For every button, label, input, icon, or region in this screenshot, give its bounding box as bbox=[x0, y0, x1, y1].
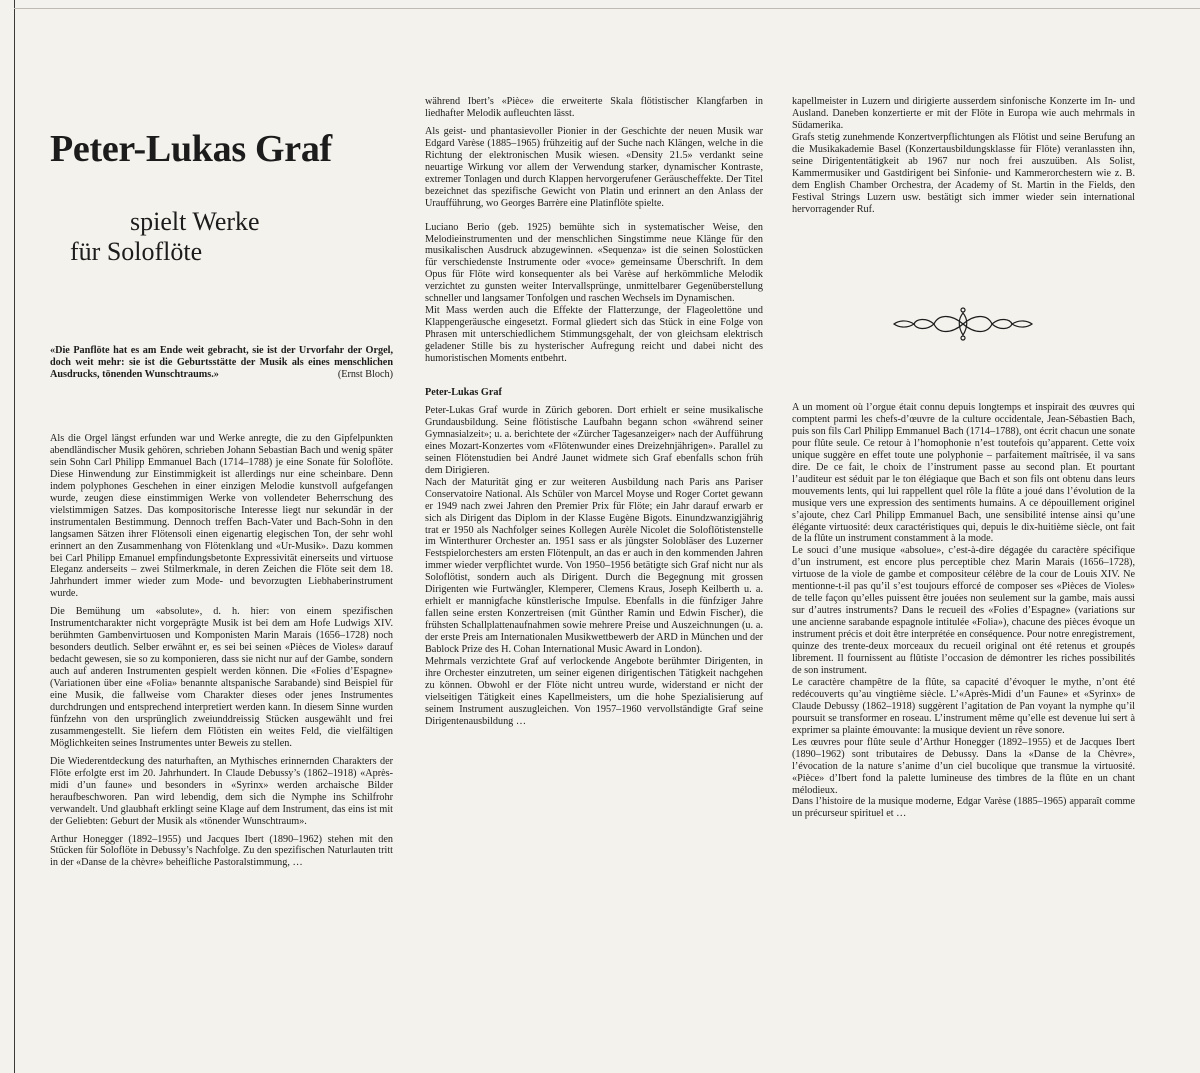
section-heading: Peter-Lukas Graf bbox=[425, 387, 502, 399]
paragraph: Le souci d’une musique «absolue», c’est-à-dire dégagée du caractère spécifique d’un instrument, est encore plus perceptible chez Marin Marais (1656–1728), virtuose de la viole de gambe et compositeur célèbre de la cour de Louis XIV. Ne mentionne-t-il pas qu’il s’est toujours efforcé de composer ses «Pièces de Violes» de telle façon qu’elles puissent être jouées non seulement sur la gambe, mais aussi sur d’autres instruments? Dans le recueil des «Folies d’Espagne» (variations sur une ancienne sarabande espagnole intitulée «Folia»), chacune des pièces évoque un instrument précis et doit être interprétée en conséquence. Pour notre enregistrement, quinze des trente-deux morceaux du recueil original ont été retenus et groupés librement. Il fournissent au flûtiste l’occasion de démontrer les riches possibilités de son instrument. bbox=[792, 545, 1135, 676]
paragraph: Arthur Honegger (1892–1955) und Jacques Ibert (1890–1962) stehen mit den Stücken für Soloflöte in Debussy’s Nachfolge. Zu den spezifischen Naturlauten tritt in der «Danse de la chèvre» beheifliche Pastoralstimmung, … bbox=[50, 833, 393, 869]
column-german-2 bbox=[425, 96, 763, 734]
paragraph: Mit Mass werden auch die Effekte der Flatterzunge, der Flageolettöne und Klappengeräusche eingesetzt. Formal gliedert sich das Stück in eine Folge von Phrasen mit unterschiedlichem Stimmungsgehalt, der von gleichsam elektrisch geladener Stille bis zu hysterischer Aufregung reicht und dabei nicht des humoristischen Moments entbehrt. bbox=[425, 305, 763, 365]
paragraph: Grafs stetig zunehmende Konzertverpflichtungen als Flötist und seine Berufung an die Musikakademie Basel (Konzertausbildungsklasse für Flöte) veranlassten ihn, seine Dirigententätigkeit ab 1967 nur noch frei auszuüben. Als Solist, Kammermusiker und Gastdirigent bei Sinfonie- und Kammerorchestern wie z. B. dem English Chamber Orchestra, der Academy of St. Martin in the Fields, den Festival Strings Luzern usw. bestätigt sich immer wieder sein international hervorragender Ruf. bbox=[792, 131, 1135, 215]
top-margin-rule bbox=[14, 8, 1200, 9]
quote-author: (Ernst Bloch) bbox=[337, 368, 393, 380]
paragraph: Luciano Berio (geb. 1925) bemühte sich in systematischer Weise, den Melodieinstrumenten und der menschlichen Singstimme neue Klänge für den musikalischen Ausdruck abzugewinnen. «Sequenza» ist die seinen Solostücken für verschiedenste Instrumente oder «voce» gemeinsame Überschrift. In dem Opus für Flöte wird konsequenter als bei Varèse auf herkömmliche Melodik verzichtet zu gunsten weiter Intervallsprünge, unmittelbarer Gegenüberstellung schneller und langsamer Tonfolgen und raschen Wechsels im Dynamischen. bbox=[425, 221, 763, 305]
paragraph: während Ibert’s «Pièce» die erweiterte Skala flötistischer Klangfarben in liedhafter Melodik aufleuchten lässt. bbox=[425, 96, 763, 119]
epigraph-quote bbox=[50, 345, 393, 381]
subtitle bbox=[70, 207, 260, 267]
paragraph: Nach der Maturität ging er zur weiteren Ausbildung nach Paris ans Pariser Conservatoire National. Als Schüler von Marcel Moyse und Roger Cortet gewann er 1949 nach zwei Jahren den Premier Prix für Flöte; ein Jahr darauf erwarb er sich als Dirigent das Diplom in der Klasse Eugène Bigots. Einundzwanzigjährig trat er 1950 als Nachfolger seines Kollegen Aurèle Nicolet die Soloflötistenstelle im Winterthurer Orchester an. 1951 sass er als jüngster Solobläser des Luzerner Festspielorchesters am ersten Flötenpult, an das er auch in den kommenden Jahren immer wieder verpflichtet wurde. Von 1950–1956 betätigte sich Graf nicht nur als Soloflötist, sondern auch als Dirigent. Durch die Begegnung mit grossen Dirigenten wie Furtwängler, Klemperer, Clemens Kraus, Joseph Keilberth u. a. erhielt er mannigfache künstlerische Impulse. Ebenfalls in die fünfziger Jahre fallen seine ersten Konzertreisen (mit Günther Ramin und Edwin Fischer), die frühsten Schallplattenaufnahmen sowie mehrere Preise und Auszeichnungen (u. a. der erste Preis am Internationalen Musikwettbewerb der ARD in München und der Bablock Prize des H. Cohan International Music Award in London). bbox=[425, 476, 763, 656]
paragraph: Als die Orgel längst erfunden war und Werke anregte, die zu den Gipfelpunkten abendländischer Musik gehören, schrieben Johann Sebastian Bach und wenig später sein Sohn Carl Philipp Emmanuel Bach (1714–1788) je eine Sonate für Soloflöte. Diese Hinwendung zur Einstimmigkeit ist allerdings nur eine scheinbare. Denn indem polyphones Geschehen in einer einzigen Melodie kunstvoll aufgefangen wurde, zeugen diese einstimmigen Werke von vollendeter Beherrschung des vielstimmigen Satzes. Das kompositorische Interesse liegt nur sekundär in der instrumentalen Bestimmung. Dennoch treffen Bach-Vater und Bach-Sohn in den langsamen Sätzen ihrer Flötensoli einen eigenartig elegischen Ton, der sehr wohl erinnert an den Zusammenhang von Flötenklang und «Ur-Musik». Dazu kommen bei Carl Philipp Emanuel empfindungsbetonte Expressivität einerseits und virtuose Eleganz anderseits – zwei Stilmerkmale, in deren Zeichen die Flöte seit dem 18. Jahrhundert immer wieder zum Mode- und bevorzugten Liebhaberinstrument wurde. bbox=[50, 433, 393, 600]
paragraph: Als geist- und phantasievoller Pionier in der Geschichte der neuen Musik war Edgard Varèse (1885–1965) frühzeitig auf der Suche nach Klängen, welche in die Richtung der elektronischen Musik wiesen. «Density 21.5» verdankt seine neuartige Wirkung vor allem der Verwendung starker, dynamischer Kontraste, extremer Tonlagen und durch Klappen hervorgerufener Geräuscheffekte. Der Titel bezeichnet das spezifische Gewicht von Platin und erinnert an den Anlass der Uraufführung, wo Georges Barrère eine Platinflöte spielte. bbox=[425, 125, 763, 209]
paragraph: A un moment où l’orgue était connu depuis longtemps et inspirait des œuvres qui comptent parmi les chefs-d’œuvre de la culture occidentale, Jean-Sébastien Bach, puis son fils Carl Philipp Emmanuel Bach (1714–1788), ont écrit chacun une sonate pour flûte seule. Ce retour à l’homophonie n’est toutefois qu’apparent. Cette voix unique suggère en effet toute une polyphonie – parfaitement maîtrisée, il va sans dire. De ce fait, le choix de l’instrument passe au second plan. Et pourtant l’auditeur est séduit par le ton élégiaque que Bach et son fils ont obtenu dans leurs mouvements lents, qui lui rappellent quel rôle la flûte a joué dans l’évolution de la musique vers une expression des sentiments humains. A ce dépouillement originel s’ajoute, chez Carl Philipp Emmanuel Bach, une sensibilité intense ainsi qu’une élégante virtuosité: deux caractéristiques qui, depuis le dix-huitième siècle, ont fait de la flûte un instrument constamment à la mode. bbox=[792, 402, 1135, 545]
paragraph: Mehrmals verzichtete Graf auf verlockende Angebote berühmter Dirigenten, in ihre Orchester einzutreten, um seiner eigenen dirigentischen Tätigkeit nachgehen zu können. Obwohl er der Flöte nicht untreu wurde, widerstand er nicht der vielseitigen Tätigkeit eines Kapellmeisters, um die hohe Spezialisierung auf seinem Instrument auszugleichen. Von 1957–1960 vervollständigte Graf seine Dirigentenausbildung … bbox=[425, 655, 763, 727]
column-french bbox=[792, 402, 1135, 826]
paragraph: Peter-Lukas Graf wurde in Zürich geboren. Dort erhielt er seine musikalische Grundausbildung. Seine flötistische Laufbahn begann schon «während seiner Gymnasialzeit»; u. a. berichtete der «Zürcher Tagesanzeiger» nach der Aufführung eines Mozart-Konzertes vom «Flötenwunder eines Dreizehnjährigen». Parallel zu seinen Flötenstudien bei André Jaunet widmete sich Graf ebenfalls schon früh dem Dirigieren. bbox=[425, 404, 763, 476]
paragraph: Die Wiederentdeckung des naturhaften, an Mythisches erinnernden Charakters der Flöte erfolgte erst im 20. Jahrhundert. In Claude Debussy’s (1862–1918) «Après-midi d’un faune» und besonders in «Syrinx» werden archaische Bilder heraufbeschworen. Pan wird lebendig, dem sich die Nymphe ins Schilfrohr verwandelt. Und glaubhaft erklingt seine Klage auf dem Instrument, das eins ist mit der Geliebten: Geburt der Musik als «tönender Wunschtraum». bbox=[50, 755, 393, 827]
paragraph: Les œuvres pour flûte seule d’Arthur Honegger (1892–1955) et de Jacques Ibert (1890–1962) sont tributaires de Debussy. Dans la «Danse de la Chèvre», l’évocation de la nature s’anime d’un ciel bucolique que transmue la virtuosité. «Pièce» d’Ibert fond la palette lumineuse des timbres de la flûte en un chant mélodieux. bbox=[792, 736, 1135, 796]
paragraph: Le caractère champêtre de la flûte, sa capacité d’évoquer le mythe, n’ont été redécouverts qu’au vingtième siècle. L’«Après-Midi d’un Faune» et «Syrinx» de Claude Debussy (1862–1918) suggèrent l’agitation de Pan voyant la nymphe qu’il poursuit se transformer en roseau. L’instrument même qu’elle est devenue lui sert à exprimer sa plainte émouvante: la musique devient un rêve sonore. bbox=[792, 676, 1135, 736]
paragraph: Dans l’histoire de la musique moderne, Edgar Varèse (1885–1965) apparaît comme un précurseur spirituel et … bbox=[792, 796, 1135, 820]
subtitle-line-2: für Soloflöte bbox=[70, 237, 203, 266]
ornament-flourish-icon bbox=[888, 305, 1038, 345]
subtitle-line-1: spielt Werke bbox=[130, 207, 260, 236]
left-margin-rule bbox=[14, 0, 15, 1073]
column-german-1 bbox=[50, 433, 393, 875]
page-title: Peter-Lukas Graf bbox=[50, 128, 332, 170]
paragraph: kapellmeister in Luzern und dirigierte ausserdem sinfonische Konzerte im In- und Ausland. Daneben konzertierte er mit der Flöte in Europa wie auch mehrmals in Südamerika. bbox=[792, 96, 1135, 131]
column-german-3 bbox=[792, 96, 1135, 222]
quote-text: «Die Panflöte hat es am Ende weit gebracht, sie ist der Urvorfahr der Orgel, doch weit mehr: sie ist die Geburtsstätte der Musik als eines menschlichen Ausdrucks, tönenden Wunschtraums.» bbox=[50, 345, 393, 380]
paragraph: Die Bemühung um «absolute», d. h. hier: von einem spezifischen Instrumentcharakter nicht vorgeprägte Musik ist bei dem am Hofe Ludwigs XIV. berühmten Gambenvirtuosen und Komponisten Marin Marais (1656–1728) noch besonders deutlich. Selber erwähnt er, es sei bei seinen «Pièces de Violes» darauf bedacht gewesen, sie so zu komponieren, dass sie nicht nur auf der Gambe, sondern auch auf anderen Instrumenten gespielt werden können. Die «Folies d’Espagne» (Variationen über eine «Folia» benannte altspanische Sarabande) sind Beispiel für eine Musik, die fallweise vom Charakter dieses oder jenes Instrumentes durchdrungen und entsprechend interpretiert werden kann. In diesem Sinne wurden fünfzehn von den ursprünglich zweiunddreissig Stücken ausgewählt und frei zusammengestellt. Sie liefern dem Flötisten ein weites Feld, die vielfältigen Möglichkeiten seines Instrumentes unter Beweis zu stellen. bbox=[50, 606, 393, 749]
